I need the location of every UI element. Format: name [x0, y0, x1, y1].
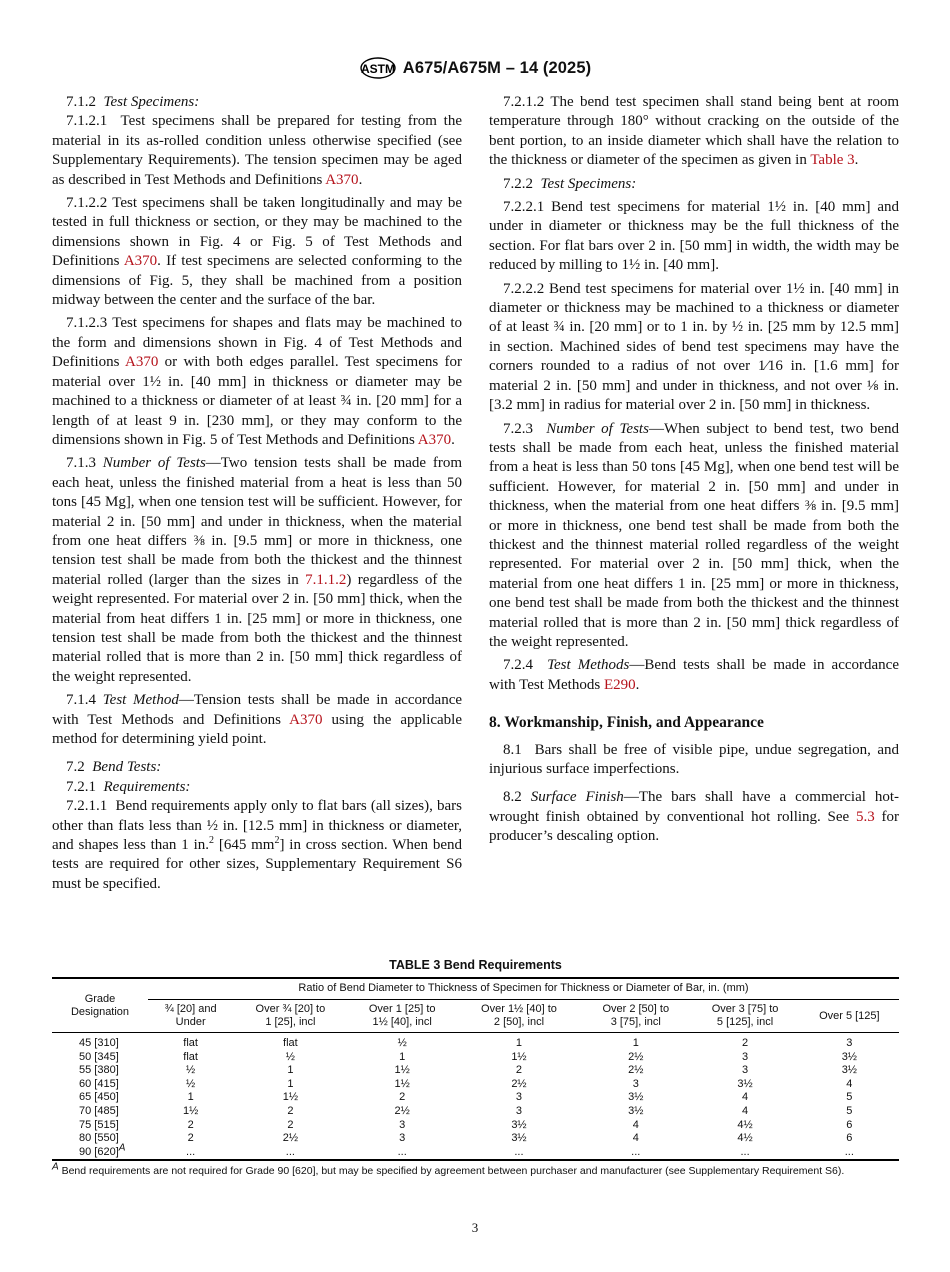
clause-7-2-2-1: 7.2.2.1 Bend test specimens for material 1½ in. [40 mm] and under in diameter or thickness may be the full thickness of the section. For flat bars over 2 in. [50 mm] in width, the width may be reduced by milling to 1½ in. [40 mm].: [489, 199, 899, 274]
ratio-cell: ...: [844, 1145, 854, 1158]
clause-7-2-1: 7.2.1 Requirements:: [66, 778, 191, 795]
link-a370[interactable]: A370: [289, 711, 323, 728]
clause-7-2-2: 7.2.2 Test Specimens:: [503, 175, 637, 192]
grade-cell: 90 $[620]^A$: [79, 1142, 126, 1158]
link-e290[interactable]: E290: [603, 676, 636, 693]
ratio-cell: 6: [846, 1132, 853, 1145]
ratio-cell: ...: [285, 1145, 295, 1158]
ratio-cell: ...: [740, 1145, 750, 1158]
ratio-cell: 2: [515, 1064, 523, 1077]
clause-7-2-2-2: 7.2.2.2 Bend test specimens for material over 1½ in. [40 mm] in diameter or thickness may be machined to a thickness or diameter of at least ¾ in. [20 mm] or to 1 in. by ½ in. [25 mm by 12.5 mm] in section. Machined sides of bend test specimens may have the corners rounded to a radius of not over 1⁄16 in. [1.6 mm] for material 2 in. [50 mm] and under in thickness, and not over ⅛ in. [3.2 mm] in radius for material over 2 in. [50 mm] in thickness.: [489, 280, 900, 414]
ratio-cell: 2: [187, 1118, 194, 1131]
ratio-cell: 1½: [511, 1050, 527, 1063]
column-header: Over 2 [50] to 3 [75], incl: [602, 1003, 670, 1028]
ratio-cell: 4: [741, 1104, 749, 1117]
ratio-cell: ...: [514, 1145, 524, 1158]
clause-7-2-1-2: 7.2.1.2 The bend test specimen shall stand being bent at room temperature through 180° without cracking on the outside of the bent portion, to an inside diameter which shall have the relation to the thickness or diameter of the specimen as given in Table 3.: [489, 94, 899, 169]
ratio-cell: 3½: [841, 1050, 857, 1063]
ratio-cell: 3½: [628, 1091, 644, 1104]
clause-7-1-2-2: 7.1.2.2 Test specimens shall be taken longitudinally and may be tested in full thickness or section, or they may be machined to the dimensions shown in Fig. 4 or Fig. 5 of Test Methods and Definitions A370. If test specimens are selected conforming to the dimensions of Fig. 5, they shall be machined from a position midway between the center and the surface of the bar.: [52, 195, 462, 309]
ratio-cell: 2½: [282, 1132, 299, 1145]
ratio-cell: 1½: [282, 1091, 299, 1104]
ratio-cell: ½: [397, 1037, 407, 1049]
grade-cell: 60 [415]: [79, 1077, 119, 1090]
table-row: [52, 1078, 899, 1092]
ratio-cell: 1½: [182, 1104, 199, 1117]
column-header: Over ¾ [20] to 1 [25], incl: [255, 1003, 326, 1028]
clause-7-2: 7.2 Bend Tests:: [66, 759, 162, 776]
ratio-cell: 3½: [511, 1118, 527, 1131]
ratio-cell: 3: [515, 1104, 523, 1117]
grade-header: Grade Designation: [52, 978, 148, 1033]
clause-7-1-2-1: 7.1.2.1 Test specimens shall be prepared for testing from the material in its as-rolled condition unless otherwise specified (see Supplementary Requirements). The tension specimen may be aged as described in Test Methods and Definitions A370.: [52, 113, 462, 188]
table-row: [52, 1119, 899, 1133]
page-number: 3: [471, 1220, 479, 1235]
ratio-cell: 2½: [511, 1077, 527, 1090]
section-8-heading: 8. Workmanship, Finish, and Appearance: [489, 714, 764, 732]
ratio-cell: ½: [186, 1064, 196, 1077]
ratio-cell: 1½: [394, 1077, 410, 1090]
ratio-cell: 2½: [628, 1050, 644, 1063]
column-header: Over 3 [75] to 5 [125], incl: [711, 1003, 779, 1028]
link-table-3[interactable]: Table 3: [810, 152, 855, 169]
ratio-cell: 1: [187, 1091, 194, 1104]
ratio-cell: 6: [846, 1118, 853, 1131]
table-title: TABLE 3 Bend Requirements: [389, 958, 562, 972]
ratio-cell: 3: [846, 1037, 853, 1049]
table-3: [52, 958, 899, 1177]
ratio-cell: 3½: [737, 1077, 753, 1090]
ratio-cell: 3½: [511, 1132, 527, 1145]
ratio-cell: 2: [187, 1132, 194, 1145]
ratio-cell: 5: [846, 1104, 853, 1117]
ratio-cell: 2½: [628, 1064, 644, 1077]
ratio-cell: 4: [632, 1118, 639, 1131]
page-header: [0, 56, 950, 84]
clause-7-2-1-1: 7.2.1.1 Bend requirements apply only to flat bars (all sizes), bars other than flats less than ½ in. [12.5 mm] in thickness or diameter, and shapes less than 1 in.$^2$ [645 $mm^2$] in cross section. When bend tests are required for other sizes, Supplementary Requirement S6 must be specified.: [52, 798, 462, 892]
table-row: [52, 1051, 899, 1065]
ratio-cell: 4½: [737, 1132, 753, 1145]
bend-requirements-table: [52, 977, 899, 1159]
grade-cell: 75 [515]: [79, 1118, 119, 1131]
grade-cell: 70 [485]: [79, 1104, 119, 1117]
table-footnote: $^A$ Bend requirements are not required for Grade 90 [620], but may be specified by agreement between purchaser and manufacturer (see Supplementary Requirement S6).: [52, 1161, 845, 1178]
ratio-cell: 1: [632, 1037, 639, 1049]
left-column: [52, 93, 462, 894]
table-row: [52, 1105, 899, 1119]
clause-7-2-4: 7.2.4 Test Methods—Bend tests shall be made in accordance with Test Methods E290.: [489, 657, 899, 693]
clause-8-1: 8.1 Bars shall be free of visible pipe, undue segregation, and injurious surface imperfections.: [489, 741, 900, 777]
ratio-cell: 3: [515, 1091, 523, 1104]
ratio-cell: ½: [285, 1050, 295, 1063]
ratio-cell: 3: [399, 1118, 406, 1131]
ratio-cell: 3: [399, 1132, 406, 1145]
ratio-cell: 4½: [737, 1118, 753, 1131]
grade-cell: 65 [450]: [79, 1091, 119, 1104]
ratio-cell: 1: [287, 1064, 294, 1077]
link-5-3[interactable]: 5.3: [855, 808, 875, 825]
ratio-cell: flat: [283, 1037, 298, 1049]
table-row: [52, 1091, 899, 1105]
ratio-cell: 2: [287, 1104, 294, 1117]
clause-7-2-3: 7.2.3 Number of Tests—When subject to bend test, two bend tests shall be made from each heat, unless the finished material from a heat is less than 50 tons [45 Mg], when one bend test will be sufficient. However, for material 2 in. [50 mm] and under in thickness, when the material from one heat differs ⅜ in. [9.5 mm] or more in thickness, one bend test shall be made from both the thickest and the thinnest material rolled regardless of the weight represented. For material over 2 in. [50 mm] thick, when the material from one heat differs 1 in. [25 mm] or more in thickness, one bend test shall be made from both the thickest and the thinnest material rolled that is more than 2 in. [50 mm] thick regardless of the weight represented.: [489, 420, 899, 650]
ratio-span-header: Ratio of Bend Diameter to Thickness of Specimen for Thickness or Diameter of Bar, in. (mm): [148, 978, 899, 1000]
clause-7-1-4: 7.1.4 Test Method—Tension tests shall be made in accordance with Test Methods and Definitions A370 using the applicable method for determining yield point.: [52, 692, 463, 747]
ratio-cell: 4: [632, 1132, 639, 1145]
clause-7-1-2-3: 7.1.2.3 Test specimens for shapes and flats may be machined to the form and dimensions shown in Fig. 4 of Test Methods and Definitions A370 or with both edges parallel. Test specimens for material over 1½ in. [40 mm] in thickness or diameter may be machined to a thickness or diameter of at least ¾ in. [20 mm] for a length of at least 9 in. [230 mm], or they may conform to the dimensions shown in Fig. 5 of Test Methods and Definitions A370.: [52, 315, 462, 448]
ratio-cell: 1: [515, 1037, 523, 1049]
ratio-cell: 3: [741, 1050, 749, 1063]
ratio-cell: 1½: [394, 1064, 410, 1077]
ratio-cell: 1: [399, 1050, 406, 1063]
svg-text:ASTM: ASTM: [360, 62, 395, 76]
ratio-cell: 4: [846, 1077, 853, 1090]
link-7-1-1-2[interactable]: 7.1.1.2: [305, 571, 347, 588]
clause-7-1-3: 7.1.3 Number of Tests—Two tension tests shall be made from each heat, unless the finished material from a heat is less than 50 tons [45 Mg], when one tension test will be sufficient. However, for material 2 in. [50 mm] and under in thickness, when the material from one heat differs ⅜ in. [9.5 mm] or more in thickness, one tension test shall be made from both the thickest and the thinnest material rolled (larger than the sizes in 7.1.1.2) regardless of the weight represented. For material over 2 in. [50 mm] thick, when the material from heat differs 1 in. [25 mm] or more in thickness, one tension test shall be made from both the thickest and the thinnest material rolled that is more than 2 in. [50 mm] thick regardless of the weight represented.: [52, 455, 463, 685]
column-header: Over 5 [125]: [819, 1009, 880, 1022]
link-a370[interactable]: A370: [325, 171, 359, 188]
ratio-cell: 3½: [841, 1064, 857, 1077]
ratio-cell: ...: [397, 1145, 407, 1158]
clause-7-1-2: 7.1.2 Test Specimens:: [66, 94, 200, 110]
document-id: A675/A675M – 14 (2025): [402, 58, 592, 77]
ratio-cell: 4: [741, 1091, 749, 1104]
ratio-cell: flat: [183, 1037, 198, 1049]
ratio-cell: ...: [186, 1145, 196, 1158]
link-a370[interactable]: A370: [124, 354, 159, 371]
grade-cell: 80 [550]: [79, 1132, 119, 1145]
ratio-cell: 1: [287, 1077, 294, 1090]
ratio-cell: ½: [186, 1077, 196, 1090]
table-row: [52, 1033, 899, 1051]
ratio-cell: 5: [846, 1091, 853, 1104]
ratio-cell: flat: [183, 1050, 198, 1063]
astm-logo-icon: [359, 56, 397, 80]
ratio-cell: 3: [632, 1077, 639, 1090]
ratio-cell: 2: [741, 1037, 749, 1049]
grade-cell: 45 [310]: [79, 1037, 119, 1049]
ratio-cell: ...: [631, 1145, 641, 1158]
link-a370[interactable]: A370: [417, 431, 452, 448]
link-a370[interactable]: A370: [123, 253, 158, 270]
column-header: Over 1½ [40] to 2 [50], incl: [481, 1003, 557, 1028]
ratio-cell: 2: [399, 1091, 406, 1104]
column-header: ¾ [20] and Under: [164, 1003, 217, 1028]
clause-8-2: 8.2 Surface Finish—The bars shall have a commercial hot-wrought finish obtained by conventional hot rolling. See 5.3 for producer’s descaling option.: [489, 789, 900, 845]
ratio-cell: 3: [741, 1064, 749, 1077]
grade-cell: 55 [380]: [79, 1064, 119, 1077]
table-row: [52, 1132, 899, 1146]
column-header: Over 1 [25] to 1½ [40], incl: [368, 1003, 436, 1028]
ratio-cell: 2½: [394, 1104, 410, 1117]
grade-cell: 50 [345]: [79, 1050, 119, 1063]
table-row: [52, 1146, 899, 1160]
ratio-cell: 3½: [628, 1104, 644, 1117]
right-column: [489, 93, 899, 847]
ratio-cell: 2: [287, 1118, 294, 1131]
table-row: [52, 1064, 899, 1078]
